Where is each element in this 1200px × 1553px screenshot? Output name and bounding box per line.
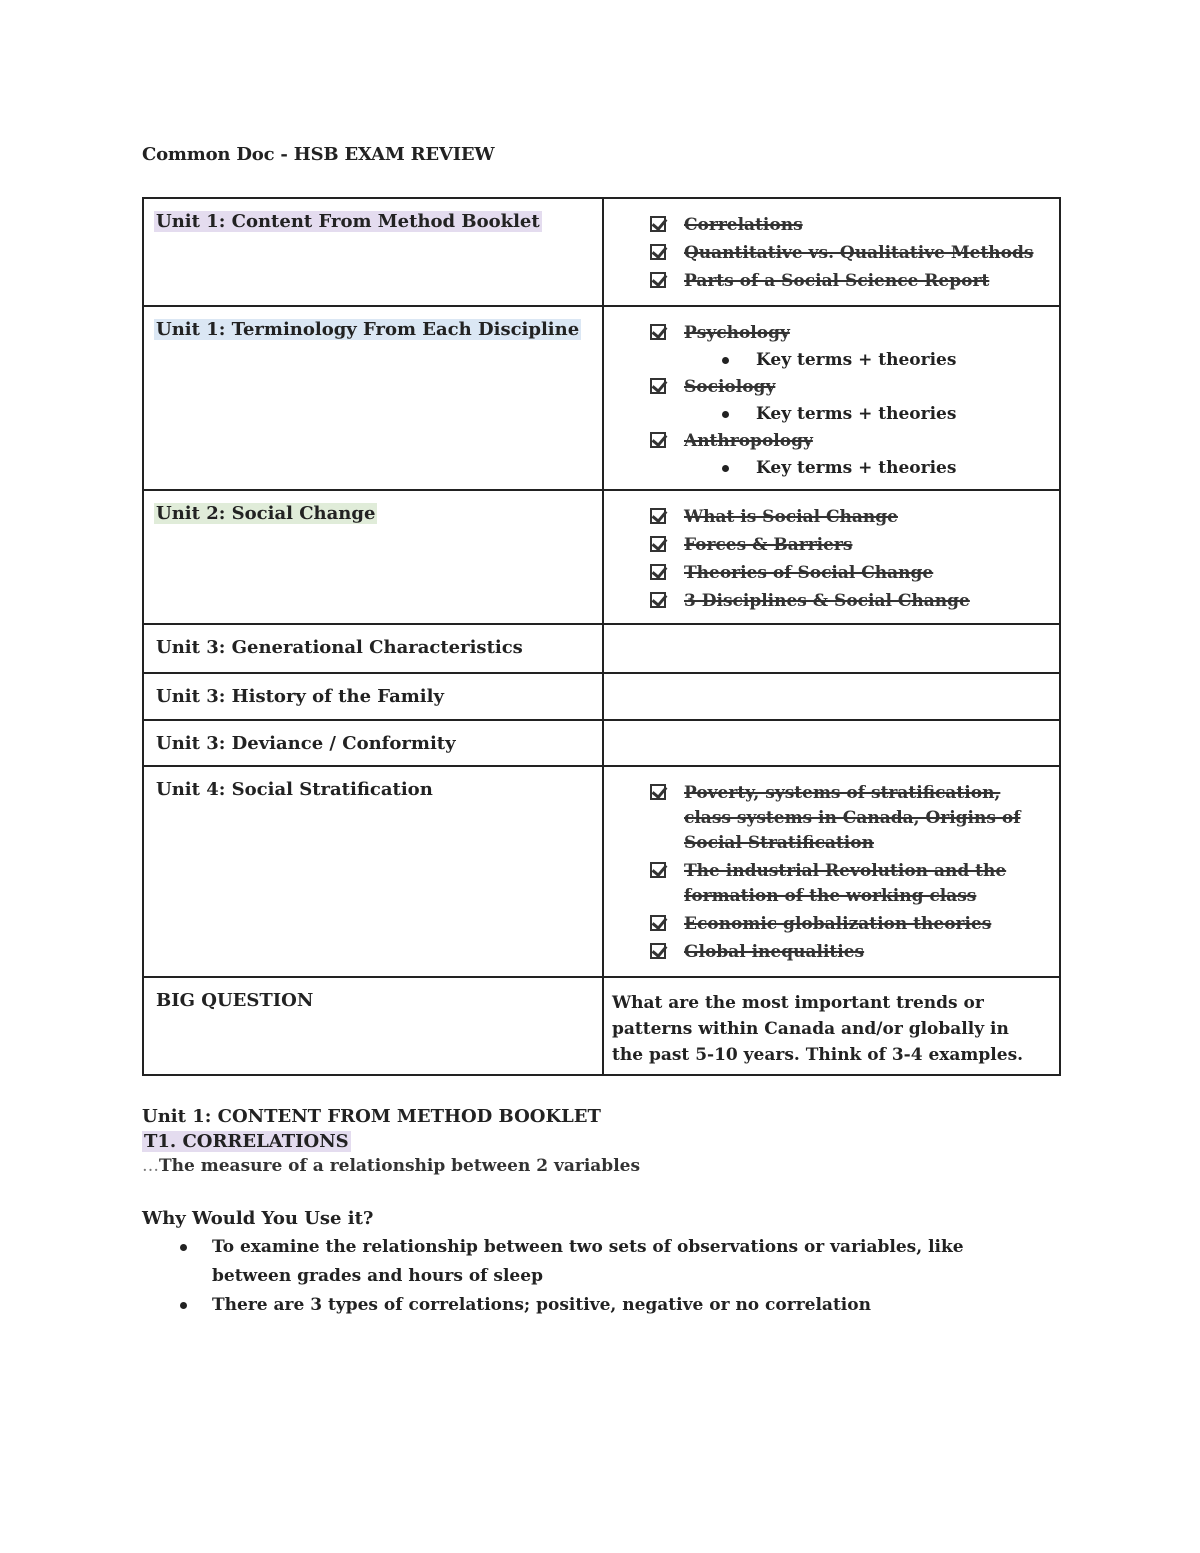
checklist-cell — [603, 198, 1060, 306]
big-question-text: What are the most important trends or patterns within Canada and/or globally in the past 5-10 years. Think of 3-4 examples. — [612, 993, 1024, 1065]
checked-checkbox-icon[interactable] — [650, 862, 666, 878]
checked-checkbox-icon[interactable] — [650, 943, 666, 959]
checked-checkbox-icon[interactable] — [650, 324, 666, 340]
checked-checkbox-icon[interactable] — [650, 272, 666, 288]
unit-cell — [143, 673, 603, 720]
checked-checkbox-icon[interactable] — [650, 378, 666, 394]
checklist-item: Economic globalization theories — [650, 912, 1039, 937]
list-item: There are 3 types of correlations; positive, negative or no correlation — [212, 1291, 1062, 1320]
checklist-item: Poverty, systems of stratification, class systems in Canada, Origins of Social Stratification — [650, 781, 1039, 856]
checked-checkbox-icon[interactable] — [650, 564, 666, 580]
unit-label: Unit 1: Terminology From Each Discipline — [156, 319, 580, 340]
table-row — [143, 720, 1060, 766]
unit-cell — [143, 766, 603, 977]
table-row — [143, 624, 1060, 673]
checklist-item: Quantitative vs. Qualitative Methods — [650, 241, 1039, 266]
sub-bullet: Key terms + theories — [722, 348, 1039, 372]
checklist — [604, 199, 1059, 303]
checked-checkbox-icon[interactable] — [650, 508, 666, 524]
unit-cell — [143, 490, 603, 624]
checklist-item: The industrial Revolution and the formation of the working class — [650, 859, 1039, 909]
unit-cell — [143, 624, 603, 673]
list-item: To examine the relationship between two sets of observations or variables, like between grades and hours of sleep — [212, 1233, 1062, 1291]
unit-cell — [143, 306, 603, 490]
document-title: Common Doc - HSB EXAM REVIEW — [142, 144, 495, 165]
table-row — [143, 766, 1060, 977]
checked-checkbox-icon[interactable] — [650, 784, 666, 800]
bullet-list — [142, 1233, 1062, 1320]
empty-cell — [603, 673, 1060, 720]
checklist-item: Theories of Social Change — [650, 561, 1039, 586]
empty-cell — [603, 720, 1060, 766]
unit-label: Unit 3: Generational Characteristics — [156, 637, 523, 658]
checklist-item: Anthropology Key terms + theories — [650, 429, 1039, 480]
checked-checkbox-icon[interactable] — [650, 592, 666, 608]
checklist — [604, 767, 1059, 974]
unit-label: Unit 3: Deviance / Conformity — [156, 733, 456, 754]
checklist-item: Psychology Key terms + theories — [650, 321, 1039, 372]
checked-checkbox-icon[interactable] — [650, 216, 666, 232]
ellipsis: … — [142, 1156, 159, 1176]
checklist-item: What is Social Change — [650, 505, 1039, 530]
unit-label: Unit 2: Social Change — [156, 503, 376, 524]
section-heading: Unit 1: CONTENT FROM METHOD BOOKLET — [142, 1106, 601, 1127]
checked-checkbox-icon[interactable] — [650, 244, 666, 260]
table-row — [143, 673, 1060, 720]
why-heading: Why Would You Use it? — [142, 1208, 374, 1229]
checklist-item: Sociology Key terms + theories — [650, 375, 1039, 426]
unit-label: Unit 4: Social Stratification — [156, 779, 433, 800]
checked-checkbox-icon[interactable] — [650, 915, 666, 931]
checklist — [604, 491, 1059, 623]
empty-cell — [603, 624, 1060, 673]
unit-label: Unit 3: History of the Family — [156, 686, 444, 707]
checklist-item: Forces & Barriers — [650, 533, 1039, 558]
definition-line — [142, 1156, 1062, 1176]
unit-cell — [143, 720, 603, 766]
big-question-cell — [603, 977, 1060, 1075]
unit-cell — [143, 198, 603, 306]
sub-bullet: Key terms + theories — [722, 402, 1039, 426]
unit-label: Unit 1: Content From Method Booklet — [156, 211, 540, 232]
big-question-label-cell — [143, 977, 603, 1075]
table-row — [143, 198, 1060, 306]
topic-heading: T1. CORRELATIONS — [144, 1131, 349, 1152]
definition-text: The measure of a relationship between 2 variables — [159, 1156, 641, 1176]
checklist — [604, 307, 1059, 489]
table-row — [143, 490, 1060, 624]
table-row — [143, 306, 1060, 490]
big-question-label: BIG QUESTION — [156, 990, 314, 1011]
correlations-section — [142, 1106, 1062, 1320]
checked-checkbox-icon[interactable] — [650, 536, 666, 552]
checked-checkbox-icon[interactable] — [650, 432, 666, 448]
checklist-item: 3 Disciplines & Social Change — [650, 589, 1039, 614]
checklist-cell — [603, 306, 1060, 490]
checklist-item: Correlations — [650, 213, 1039, 238]
sub-bullet: Key terms + theories — [722, 456, 1039, 480]
table-row — [143, 977, 1060, 1075]
checklist-item: Global inequalities — [650, 940, 1039, 965]
checklist-item: Parts of a Social Science Report — [650, 269, 1039, 294]
checklist-cell — [603, 490, 1060, 624]
checklist-cell — [603, 766, 1060, 977]
review-table — [142, 197, 1061, 1076]
